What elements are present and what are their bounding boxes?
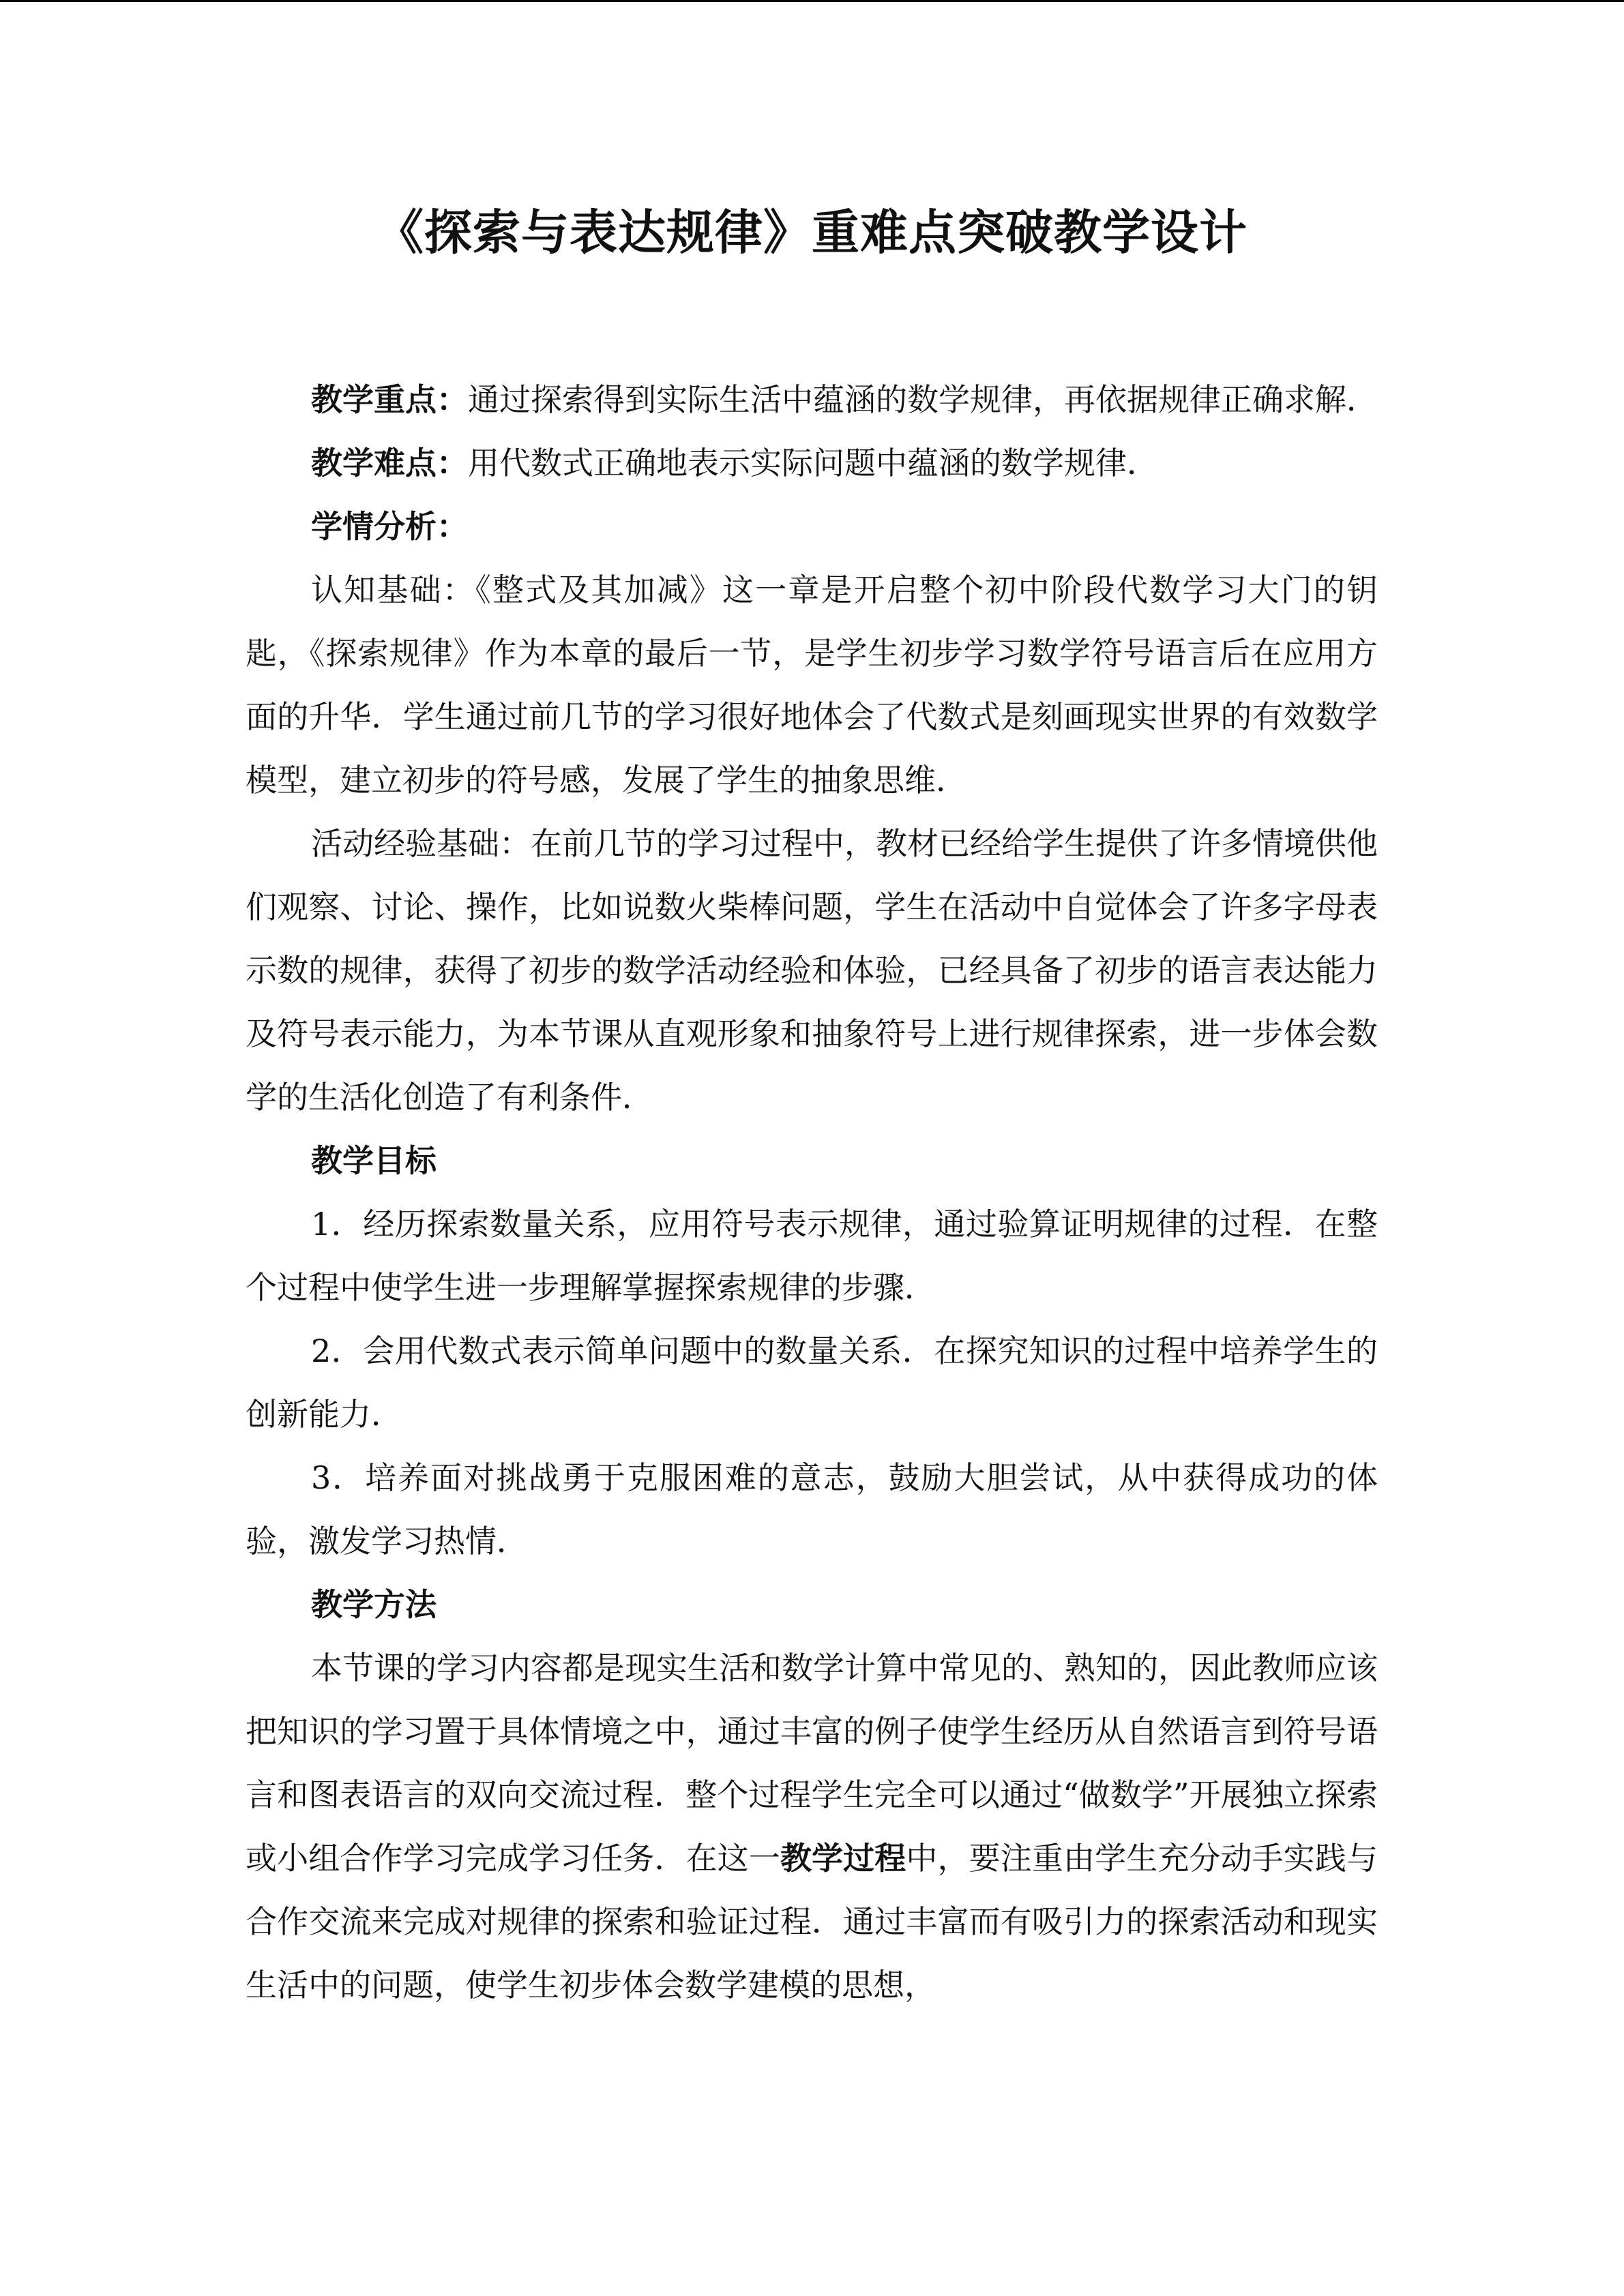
teaching-focus-paragraph: [246, 368, 1378, 432]
methods-heading: 教学方法: [311, 1586, 437, 1623]
methods-text-part2: 中，要注重由学生充分动手实践与合作交流来完成对规律的探索和验证过程．通过丰富而有吸引力的探索活动和现实生活中的问题，使学生初步体会数学建模的思想，: [246, 1840, 1378, 2003]
teaching-difficulty-label: 教学难点：: [311, 445, 468, 481]
goal-3-paragraph: 3．培养面对挑战勇于克服困难的意志，鼓励大胆尝试，从中获得成功的体验，激发学习热情．: [246, 1459, 1378, 1560]
teaching-focus-label: 教学重点：: [311, 381, 468, 418]
activity-basis-paragraph: 活动经验基础：在前几节的学习过程中，教材已经给学生提供了许多情境供他们观察、讨论、操作，比如说数火柴棒问题，学生在活动中自觉体会了许多字母表示数的规律，获得了初步的数学活动经验和体验，已经具备了初步的语言表达能力及符号表示能力，为本节课从直观形象和抽象符号上进行规律探索，进一步体会数学的生活化创造了有利条件．: [246, 825, 1378, 1116]
goals-heading: 教学目标: [311, 1142, 437, 1179]
teaching-difficulty-text: 用代数式正确地表示实际问题中蕴涵的数学规律．: [468, 445, 1158, 481]
goal-1-paragraph: 1．经历探索数量关系，应用符号表示规律，通过验算证明规律的过程．在整个过程中使学生进一步理解掌握探索规律的步骤．: [246, 1206, 1378, 1306]
methods-bold-phrase: 教学过程: [780, 1840, 906, 1877]
teaching-focus-text: 通过探索得到实际生活中蕴涵的数学规律，再依据规律正确求解．: [468, 381, 1378, 418]
document-title: 《探索与表达规律》重难点突破教学设计: [376, 204, 1247, 260]
methods-paragraph: [246, 1637, 1378, 2017]
page-top-border: [0, 0, 1624, 2]
methods-text-part1: 本节课的学习内容都是现实生活和数学计算中常见的、熟知的，因此教师应该把知识的学习置于具体情境之中，通过丰富的例子使学生经历从自然语言到符号语言和图表语言的双向交流过程．整个过程学生完全可以通过“做数学”开展独立探索或小组合作学习完成学习任务．在这一: [246, 1650, 1378, 1877]
analysis-heading: 学情分析：: [311, 508, 468, 545]
teaching-difficulty-paragraph: [246, 432, 1378, 495]
goal-2-paragraph: 2．会用代数式表示简单问题中的数量关系．在探究知识的过程中培养学生的创新能力．: [246, 1332, 1378, 1433]
cognitive-basis-paragraph: 认知基础：《整式及其加减》这一章是开启整个初中阶段代数学习大门的钥匙，《探索规律》作为本章的最后一节，是学生初步学习数学符号语言后在应用方面的升华．学生通过前几节的学习很好地体会了代数式是刻画现实世界的有效数学模型，建立初步的符号感，发展了学生的抽象思维．: [246, 571, 1378, 799]
document-body: [246, 368, 1378, 2017]
